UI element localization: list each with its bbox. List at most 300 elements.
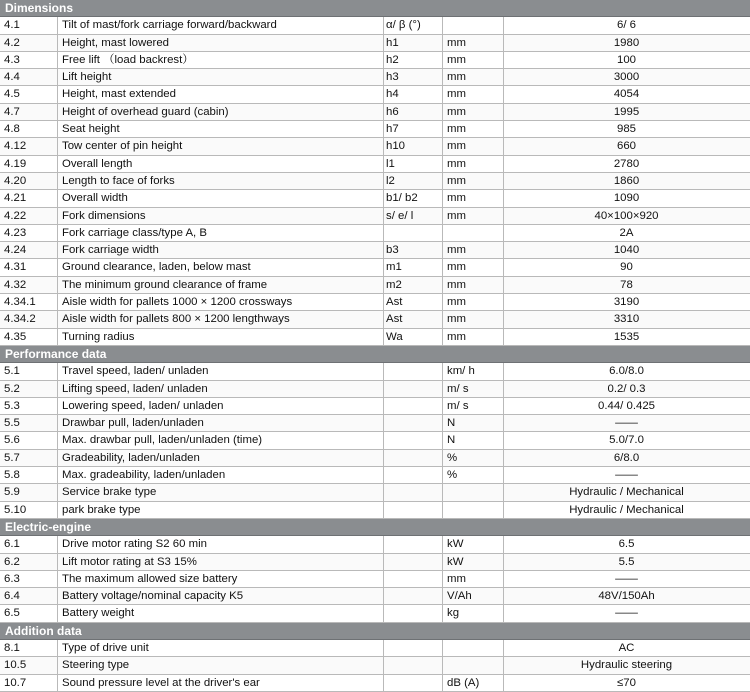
- row-symbol: h3: [386, 71, 399, 84]
- row-symbol: b1/ b2: [386, 192, 418, 205]
- row-symbol: h6: [386, 105, 399, 118]
- column-divider: [442, 571, 443, 587]
- column-divider: [442, 588, 443, 604]
- column-divider: [383, 415, 384, 431]
- row-number: 5.3: [4, 399, 20, 412]
- row-description: Turning radius: [62, 330, 135, 343]
- column-divider: [57, 571, 58, 587]
- table-row: [0, 571, 750, 588]
- column-divider: [57, 173, 58, 189]
- column-divider: [57, 381, 58, 397]
- table-row: [0, 104, 750, 121]
- row-symbol: m1: [386, 261, 402, 274]
- row-description: Free lift （load backrest）: [62, 53, 194, 66]
- column-divider: [57, 675, 58, 691]
- column-divider: [383, 208, 384, 224]
- row-value: 4054: [613, 88, 640, 101]
- table-row: [0, 259, 750, 276]
- row-value: 5.0/7.0: [609, 434, 644, 447]
- row-symbol: h4: [386, 88, 399, 101]
- table-row: [0, 311, 750, 328]
- column-divider: [57, 467, 58, 483]
- table-row: [0, 86, 750, 103]
- section-header: Electric-engine: [0, 519, 750, 536]
- row-description: Sound pressure level at the driver's ear: [62, 676, 260, 689]
- table-row: [0, 554, 750, 571]
- row-value: 2780: [613, 157, 640, 170]
- row-symbol: b3: [386, 244, 399, 257]
- row-number: 4.31: [4, 261, 27, 274]
- row-value: 660: [616, 140, 636, 153]
- row-unit: [447, 225, 502, 241]
- column-divider: [442, 536, 443, 552]
- column-divider: [383, 69, 384, 85]
- row-number: 8.1: [4, 641, 20, 654]
- table-row: [0, 502, 750, 519]
- row-number: 5.5: [4, 417, 20, 430]
- row-symbol: α/ β (°): [386, 19, 421, 32]
- row-number: 5.7: [4, 451, 20, 464]
- row-symbol: h2: [386, 53, 399, 66]
- row-value: 48V/150Ah: [598, 590, 655, 603]
- column-divider: [57, 225, 58, 241]
- row-number: 4.19: [4, 157, 27, 170]
- row-symbol: h10: [386, 140, 406, 153]
- row-unit: kg: [447, 607, 460, 620]
- column-divider: [383, 450, 384, 466]
- row-description: Aisle width for pallets 800 × 1200 lengthways: [62, 313, 290, 326]
- row-number: 5.2: [4, 382, 20, 395]
- row-symbol: l1: [386, 157, 395, 170]
- column-divider: [442, 104, 443, 120]
- row-unit: km/ h: [447, 365, 475, 378]
- column-divider: [57, 69, 58, 85]
- row-description: Lifting speed, laden/ unladen: [62, 382, 208, 395]
- column-divider: [383, 86, 384, 102]
- row-number: 4.3: [4, 53, 20, 66]
- row-value: 6/ 6: [617, 19, 636, 32]
- row-unit: mm: [447, 123, 466, 136]
- row-unit: [447, 640, 502, 656]
- column-divider: [57, 242, 58, 258]
- row-number: 4.12: [4, 140, 27, 153]
- row-value: ——: [615, 572, 638, 585]
- row-symbol: [386, 536, 441, 552]
- row-value: 1040: [613, 244, 640, 257]
- row-symbol: [386, 571, 441, 587]
- row-number: 4.7: [4, 105, 20, 118]
- row-symbol: h1: [386, 36, 399, 49]
- row-description: Lift motor rating at S3 15%: [62, 555, 197, 568]
- table-row: [0, 190, 750, 207]
- row-description: Ground clearance, laden, below mast: [62, 261, 251, 274]
- row-description: Overall length: [62, 157, 133, 170]
- table-row: [0, 225, 750, 242]
- table-row: [0, 432, 750, 449]
- row-number: 4.35: [4, 330, 27, 343]
- row-description: Tilt of mast/fork carriage forward/backward: [62, 19, 277, 32]
- row-description: Max. drawbar pull, laden/unladen (time): [62, 434, 263, 447]
- row-number: 4.34.1: [4, 296, 36, 309]
- column-divider: [57, 121, 58, 137]
- row-number: 5.6: [4, 434, 20, 447]
- row-number: 5.8: [4, 469, 20, 482]
- column-divider: [442, 121, 443, 137]
- column-divider: [57, 104, 58, 120]
- column-divider: [442, 450, 443, 466]
- row-number: 4.21: [4, 192, 27, 205]
- row-unit: mm: [447, 157, 466, 170]
- row-unit: [447, 484, 502, 500]
- column-divider: [442, 156, 443, 172]
- row-symbol: Wa: [386, 330, 403, 343]
- row-number: 6.4: [4, 590, 20, 603]
- row-number: 4.34.2: [4, 313, 36, 326]
- row-value: 78: [620, 278, 633, 291]
- row-description: Max. gradeability, laden/unladen: [62, 469, 226, 482]
- column-divider: [383, 35, 384, 51]
- row-symbol: [386, 415, 441, 431]
- row-number: 4.2: [4, 36, 20, 49]
- table-row: [0, 381, 750, 398]
- column-divider: [442, 484, 443, 500]
- table-row: [0, 588, 750, 605]
- row-description: Travel speed, laden/ unladen: [62, 365, 209, 378]
- row-symbol: [386, 605, 441, 621]
- column-divider: [57, 502, 58, 518]
- row-unit: mm: [447, 71, 466, 84]
- row-description: The maximum allowed size battery: [62, 572, 238, 585]
- column-divider: [383, 17, 384, 33]
- row-value: ——: [615, 417, 638, 430]
- row-unit: mm: [447, 278, 466, 291]
- table-row: [0, 363, 750, 380]
- row-number: 5.9: [4, 486, 20, 499]
- column-divider: [57, 329, 58, 345]
- row-number: 4.1: [4, 19, 20, 32]
- row-value: 5.5: [618, 555, 635, 568]
- table-row: [0, 277, 750, 294]
- column-divider: [383, 277, 384, 293]
- column-divider: [442, 675, 443, 691]
- row-unit: mm: [447, 261, 466, 274]
- row-description: Fork carriage class/type A, B: [62, 226, 207, 239]
- column-divider: [442, 225, 443, 241]
- table-row: [0, 17, 750, 34]
- row-unit: kW: [447, 555, 464, 568]
- row-value: 3000: [613, 71, 640, 84]
- row-unit: mm: [447, 53, 466, 66]
- row-description: Drawbar pull, laden/unladen: [62, 417, 204, 430]
- row-symbol: [386, 502, 441, 518]
- row-value: 1995: [613, 105, 640, 118]
- row-value: 985: [616, 123, 636, 136]
- row-unit: [447, 17, 502, 33]
- table-row: [0, 398, 750, 415]
- column-divider: [442, 35, 443, 51]
- column-divider: [57, 605, 58, 621]
- row-unit: mm: [447, 36, 466, 49]
- table-row: [0, 605, 750, 622]
- row-unit: mm: [447, 572, 466, 585]
- column-divider: [442, 432, 443, 448]
- row-value: 1980: [613, 36, 640, 49]
- column-divider: [442, 605, 443, 621]
- row-value: 6/8.0: [613, 451, 640, 464]
- column-divider: [442, 640, 443, 656]
- column-divider: [383, 554, 384, 570]
- column-divider: [57, 363, 58, 379]
- row-description: Type of drive unit: [62, 641, 149, 654]
- table-row: [0, 121, 750, 138]
- row-unit: m/ s: [447, 382, 469, 395]
- column-divider: [57, 536, 58, 552]
- column-divider: [383, 398, 384, 414]
- column-divider: [57, 86, 58, 102]
- column-divider: [57, 640, 58, 656]
- table-row: [0, 467, 750, 484]
- column-divider: [442, 277, 443, 293]
- table-row: [0, 415, 750, 432]
- row-unit: mm: [447, 88, 466, 101]
- row-description: Battery voltage/nominal capacity K5: [62, 590, 244, 603]
- column-divider: [57, 277, 58, 293]
- section-header: Performance data: [0, 346, 750, 363]
- column-divider: [383, 156, 384, 172]
- row-description: Length to face of forks: [62, 174, 175, 187]
- column-divider: [57, 415, 58, 431]
- column-divider: [57, 52, 58, 68]
- table-row: [0, 657, 750, 674]
- column-divider: [442, 138, 443, 154]
- row-value: ≤70: [617, 676, 636, 689]
- row-number: 4.32: [4, 278, 27, 291]
- column-divider: [383, 259, 384, 275]
- column-divider: [57, 484, 58, 500]
- table-row: [0, 35, 750, 52]
- row-unit: mm: [447, 174, 466, 187]
- column-divider: [442, 363, 443, 379]
- row-number: 4.24: [4, 244, 27, 257]
- column-divider: [442, 329, 443, 345]
- column-divider: [383, 329, 384, 345]
- row-symbol: m2: [386, 278, 402, 291]
- column-divider: [383, 484, 384, 500]
- row-value: 1535: [613, 330, 640, 343]
- row-value: 2A: [619, 226, 634, 239]
- column-divider: [57, 432, 58, 448]
- column-divider: [57, 588, 58, 604]
- row-description: Battery weight: [62, 607, 135, 620]
- column-divider: [57, 259, 58, 275]
- section-header: Dimensions: [0, 0, 750, 17]
- column-divider: [383, 52, 384, 68]
- column-divider: [383, 173, 384, 189]
- column-divider: [57, 294, 58, 310]
- row-unit: kW: [447, 538, 464, 551]
- column-divider: [442, 52, 443, 68]
- row-description: Tow center of pin height: [62, 140, 183, 153]
- column-divider: [383, 104, 384, 120]
- column-divider: [383, 225, 384, 241]
- column-divider: [442, 657, 443, 673]
- row-description: The minimum ground clearance of frame: [62, 278, 268, 291]
- row-symbol: [386, 484, 441, 500]
- row-number: 6.5: [4, 607, 20, 620]
- column-divider: [383, 640, 384, 656]
- row-description: Height of overhead guard (cabin): [62, 105, 229, 118]
- row-value: Hydraulic / Mechanical: [569, 486, 684, 499]
- row-description: Service brake type: [62, 486, 157, 499]
- row-description: Drive motor rating S2 60 min: [62, 538, 207, 551]
- row-unit: %: [447, 469, 458, 482]
- row-value: 40×100×920: [594, 209, 659, 222]
- row-value: 3190: [613, 296, 640, 309]
- column-divider: [383, 467, 384, 483]
- column-divider: [57, 398, 58, 414]
- row-symbol: [386, 363, 441, 379]
- row-unit: %: [447, 451, 458, 464]
- row-number: 4.5: [4, 88, 20, 101]
- row-description: Lift height: [62, 71, 112, 84]
- table-row: [0, 208, 750, 225]
- table-row: [0, 156, 750, 173]
- row-symbol: [386, 450, 441, 466]
- column-divider: [442, 467, 443, 483]
- column-divider: [383, 381, 384, 397]
- column-divider: [442, 69, 443, 85]
- row-number: 4.23: [4, 226, 27, 239]
- row-description: Steering type: [62, 659, 130, 672]
- table-row: [0, 484, 750, 501]
- row-number: 4.22: [4, 209, 27, 222]
- column-divider: [442, 17, 443, 33]
- column-divider: [383, 502, 384, 518]
- column-divider: [57, 657, 58, 673]
- row-symbol: [386, 640, 441, 656]
- column-divider: [442, 86, 443, 102]
- column-divider: [57, 554, 58, 570]
- column-divider: [383, 294, 384, 310]
- row-value: ——: [615, 469, 638, 482]
- column-divider: [383, 242, 384, 258]
- row-unit: mm: [447, 140, 466, 153]
- row-symbol: [386, 588, 441, 604]
- column-divider: [383, 138, 384, 154]
- row-symbol: Ast: [386, 296, 403, 309]
- row-unit: N: [447, 434, 456, 447]
- row-unit: dB (A): [447, 676, 480, 689]
- table-row: [0, 138, 750, 155]
- row-symbol: [386, 554, 441, 570]
- row-description: Fork carriage width: [62, 244, 159, 257]
- table-row: [0, 242, 750, 259]
- row-number: 10.7: [4, 676, 27, 689]
- column-divider: [383, 363, 384, 379]
- column-divider: [57, 17, 58, 33]
- row-symbol: s/ e/ l: [386, 209, 414, 222]
- column-divider: [383, 432, 384, 448]
- row-number: 4.8: [4, 123, 20, 136]
- row-unit: N: [447, 417, 456, 430]
- column-divider: [383, 121, 384, 137]
- row-number: 5.10: [4, 503, 27, 516]
- column-divider: [442, 415, 443, 431]
- row-description: Gradeability, laden/unladen: [62, 451, 200, 464]
- row-description: Seat height: [62, 123, 120, 136]
- row-unit: mm: [447, 105, 466, 118]
- table-row: [0, 450, 750, 467]
- column-divider: [383, 588, 384, 604]
- column-divider: [57, 35, 58, 51]
- row-symbol: [386, 432, 441, 448]
- row-symbol: [386, 381, 441, 397]
- row-value: ——: [615, 607, 638, 620]
- row-unit: mm: [447, 244, 466, 257]
- row-value: AC: [618, 641, 635, 654]
- row-value: 6.0/8.0: [609, 365, 644, 378]
- table-row: [0, 329, 750, 346]
- row-number: 5.1: [4, 365, 20, 378]
- row-value: Hydraulic steering: [580, 659, 673, 672]
- column-divider: [57, 450, 58, 466]
- column-divider: [442, 208, 443, 224]
- column-divider: [442, 502, 443, 518]
- row-description: Height, mast lowered: [62, 36, 169, 49]
- row-description: Aisle width for pallets 1000 × 1200 crossways: [62, 296, 293, 309]
- row-symbol: [386, 657, 441, 673]
- column-divider: [57, 156, 58, 172]
- table-row: [0, 294, 750, 311]
- row-description: Height, mast extended: [62, 88, 176, 101]
- column-divider: [383, 311, 384, 327]
- table-row: [0, 52, 750, 69]
- column-divider: [442, 173, 443, 189]
- row-symbol: h7: [386, 123, 399, 136]
- row-symbol: [386, 225, 441, 241]
- row-number: 4.4: [4, 71, 20, 84]
- row-value: 3310: [613, 313, 640, 326]
- row-unit: mm: [447, 296, 466, 309]
- column-divider: [57, 190, 58, 206]
- row-value: 1090: [613, 192, 640, 205]
- column-divider: [442, 190, 443, 206]
- row-number: 4.20: [4, 174, 27, 187]
- column-divider: [442, 242, 443, 258]
- row-symbol: [386, 675, 441, 691]
- row-unit: mm: [447, 192, 466, 205]
- section-header: Addition data: [0, 623, 750, 640]
- table-row: [0, 536, 750, 553]
- row-value: 6.5: [618, 538, 635, 551]
- row-symbol: l2: [386, 174, 395, 187]
- row-unit: [447, 657, 502, 673]
- column-divider: [442, 294, 443, 310]
- row-number: 6.2: [4, 555, 20, 568]
- column-divider: [383, 536, 384, 552]
- row-symbol: Ast: [386, 313, 403, 326]
- column-divider: [57, 138, 58, 154]
- column-divider: [442, 554, 443, 570]
- row-value: 1860: [613, 174, 640, 187]
- table-row: [0, 640, 750, 657]
- column-divider: [57, 208, 58, 224]
- column-divider: [383, 675, 384, 691]
- row-number: 6.3: [4, 572, 20, 585]
- row-unit: [447, 502, 502, 518]
- table-row: [0, 173, 750, 190]
- column-divider: [442, 311, 443, 327]
